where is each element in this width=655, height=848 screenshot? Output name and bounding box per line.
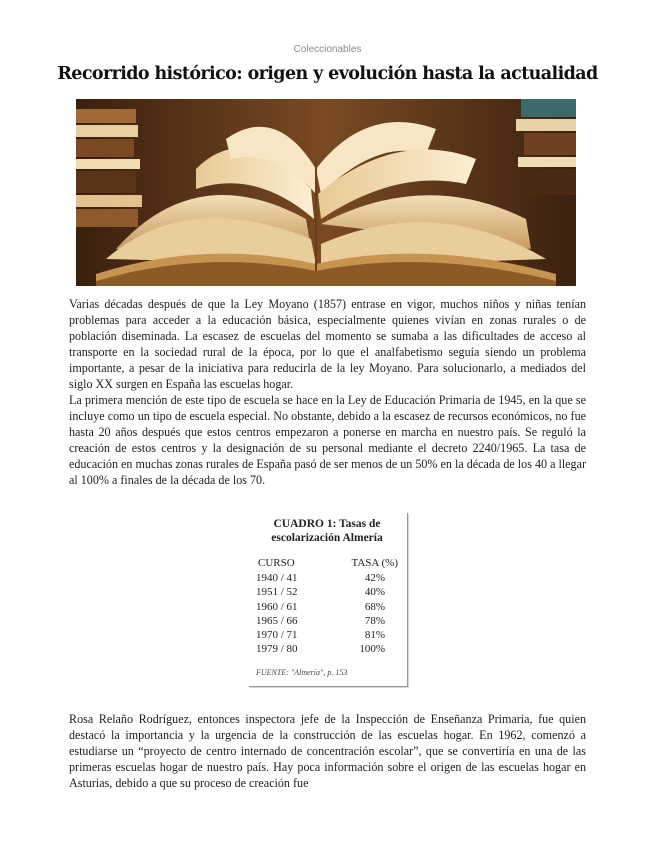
open-book-photo: [76, 99, 576, 286]
column-header-curso: CURSO: [258, 557, 295, 569]
table-row: 1940 / 41 42%: [256, 572, 385, 584]
table-row: 1965 / 66 78%: [256, 614, 385, 627]
schooling-rates-table: [249, 513, 408, 687]
table-row: 1951 / 52 40%: [256, 586, 385, 599]
table-body: [249, 572, 407, 658]
table-source: FUENTE: "Almería", p. 153: [256, 668, 348, 677]
article-paragraph: La primera mención de este tipo de escuela se hace en la Ley de Educación Primaria de 1945, en la que se incluye como un tipo de escuela especial. No obstante, debido a la escasez de recursos económicos, no fue hasta 20 años después que estos centros empezaron a ponerse en marcha en nuestro país. Se reguló la creación de estos centros y la designación de su personal mediante el decreto 2240/1965. La tasa de educación en muchas zonas rurales de España pasó de ser menos de un 50% en la década de los 40 a llegar al 100% a finales de la década de los 70.: [69, 393, 586, 487]
table-row: 1970 / 71 81%: [256, 629, 385, 642]
table-row: 1979 / 80 100%: [256, 643, 385, 656]
article-paragraph: Rosa Relaño Rodríguez, entonces inspectora jefe de la Inspección de Enseñanza Primaria, fue quien destacó la importancia y la urgencia de la construcción de las escuelas hogar. En 1962, comenzó a estudiarse un “proyecto de centro internado de concentración escolar”, que se convertiría en una de las primeras escuelas hogar de nuestro país. Hay poca información sobre el origen de las escuelas hogar en Asturias, debido a que su proceso de creación fue: [69, 712, 586, 790]
article-title: Recorrido histórico: origen y evolución hasta la actualidad: [57, 64, 598, 84]
table-row: 1960 / 61 68%: [256, 600, 385, 613]
column-header-tasa: TASA (%): [351, 557, 398, 569]
section-label: Coleccionables: [293, 44, 362, 55]
table-title: CUADRO 1: Tasas de escolarización Almería: [271, 518, 383, 544]
article-paragraph: Varias décadas después de que la Ley Moyano (1857) entrase en vigor, muchos niños y niñas tenían problemas para acceder a la educación básica, especialmente quienes vivían en zonas rurales o de población diseminada. La escasez de escuelas del momento se sumaba a las dificultades de acceso al transporte en la sociedad rural de la época, por lo que el analfabetismo seguía siendo un problema importante, a pesar de la iniciativa para reducirla de la ley Moyano. Para solucionarlo, a mediados del siglo XX surgen en España las escuelas hogar.: [69, 297, 586, 391]
